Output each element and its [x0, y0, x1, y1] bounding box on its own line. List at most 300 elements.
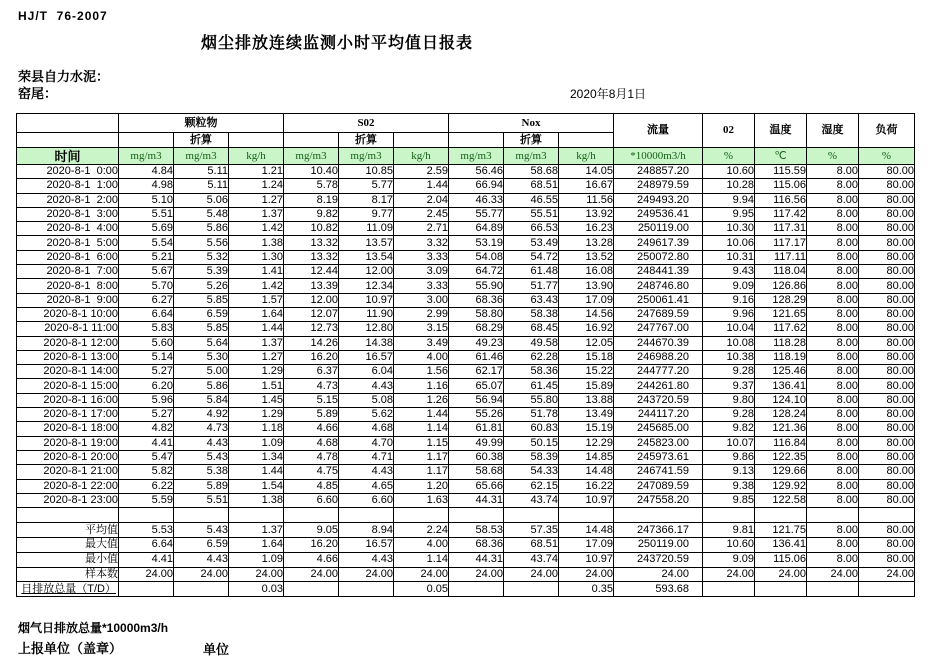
value-cell: 6.60	[284, 493, 339, 507]
value-cell: 3.15	[394, 322, 449, 336]
value-cell: 43.74	[504, 552, 559, 567]
value-cell: 1.38	[229, 493, 284, 507]
blank-cell	[229, 508, 284, 523]
value-cell: 5.83	[119, 322, 174, 336]
value-cell: 4.41	[119, 552, 174, 567]
value-cell: 10.85	[339, 165, 394, 179]
value-cell	[449, 582, 504, 597]
time-cell: 2020-8-1 10:00	[17, 307, 119, 321]
value-cell: 16.92	[559, 322, 614, 336]
value-cell: 80.00	[859, 450, 915, 464]
value-cell: 4.73	[284, 379, 339, 393]
value-cell: 250119.00	[614, 222, 703, 236]
value-cell: 246741.59	[614, 465, 703, 479]
blank-cell	[17, 133, 119, 148]
table-row	[17, 193, 915, 207]
value-cell: 10.28	[703, 179, 755, 193]
value-cell: 14.48	[559, 465, 614, 479]
value-cell: 1.51	[229, 379, 284, 393]
value-cell: 24.00	[284, 567, 339, 582]
unit-cell: mg/m3	[339, 148, 394, 165]
value-cell: 5.54	[119, 236, 174, 250]
value-cell: 117.42	[755, 207, 807, 221]
value-cell: 124.10	[755, 393, 807, 407]
value-cell: 80.00	[859, 336, 915, 350]
table-row	[17, 179, 915, 193]
value-cell: 11.56	[559, 193, 614, 207]
value-cell: 116.56	[755, 193, 807, 207]
value-cell: 8.00	[807, 250, 859, 264]
value-cell: 56.46	[449, 165, 504, 179]
value-cell: 24.00	[119, 567, 174, 582]
unit-cell: kg/h	[394, 148, 449, 165]
value-cell: 6.64	[119, 307, 174, 321]
value-cell: 125.46	[755, 365, 807, 379]
blank-cell	[119, 508, 174, 523]
table-row	[17, 279, 915, 293]
value-cell: 1.63	[394, 493, 449, 507]
table-row	[17, 493, 915, 507]
value-cell: 1.64	[229, 537, 284, 552]
value-cell: 61.48	[504, 265, 559, 279]
value-cell: 122.58	[755, 493, 807, 507]
value-cell: 16.23	[559, 222, 614, 236]
value-cell: 247767.00	[614, 322, 703, 336]
summary-row	[17, 523, 915, 538]
value-cell: 17.09	[559, 537, 614, 552]
value-cell: 68.51	[504, 537, 559, 552]
value-cell: 1.18	[229, 422, 284, 436]
value-cell: 16.57	[339, 537, 394, 552]
value-cell: 15.18	[559, 350, 614, 364]
unit-cell: mg/m3	[504, 148, 559, 165]
value-cell: 8.00	[807, 379, 859, 393]
value-cell: 4.43	[339, 465, 394, 479]
value-cell: 10.97	[559, 493, 614, 507]
value-cell: 5.89	[284, 408, 339, 422]
monitor-location: 窑尾：	[18, 86, 58, 101]
value-cell: 80.00	[859, 365, 915, 379]
value-cell: 5.26	[174, 279, 229, 293]
value-cell: 80.00	[859, 279, 915, 293]
table-row	[17, 422, 915, 436]
value-cell: 65.66	[449, 479, 504, 493]
value-cell: 80.00	[859, 436, 915, 450]
value-cell: 9.37	[703, 379, 755, 393]
value-cell: 13.92	[559, 207, 614, 221]
value-cell: 24.00	[449, 567, 504, 582]
value-cell: 8.00	[807, 465, 859, 479]
time-cell: 2020-8-1 7:00	[17, 265, 119, 279]
value-cell: 126.86	[755, 279, 807, 293]
value-cell: 1.16	[394, 379, 449, 393]
value-cell: 593.68	[614, 582, 703, 597]
subheader-converted-pm: 折算	[174, 133, 229, 148]
value-cell: 61.45	[504, 379, 559, 393]
value-cell: 9.09	[703, 279, 755, 293]
header-row-groups	[17, 114, 915, 133]
value-cell: 5.69	[119, 222, 174, 236]
value-cell: 12.34	[339, 279, 394, 293]
value-cell: 5.70	[119, 279, 174, 293]
value-cell: 10.06	[703, 236, 755, 250]
value-cell: 8.00	[807, 408, 859, 422]
value-cell: 1.34	[229, 450, 284, 464]
value-cell: 66.94	[449, 179, 504, 193]
value-cell: 5.89	[174, 479, 229, 493]
value-cell: 2.71	[394, 222, 449, 236]
value-cell: 115.59	[755, 165, 807, 179]
value-cell: 64.72	[449, 265, 504, 279]
value-cell: 5.48	[174, 207, 229, 221]
value-cell: 4.92	[174, 408, 229, 422]
value-cell: 13.90	[559, 279, 614, 293]
value-cell: 118.19	[755, 350, 807, 364]
value-cell: 4.41	[119, 436, 174, 450]
value-cell: 6.64	[119, 537, 174, 552]
value-cell: 247689.59	[614, 307, 703, 321]
value-cell: 6.22	[119, 479, 174, 493]
time-cell: 2020-8-1 1:00	[17, 179, 119, 193]
value-cell: 80.00	[859, 479, 915, 493]
value-cell: 8.00	[807, 265, 859, 279]
value-cell: 0.35	[559, 582, 614, 597]
value-cell: 13.39	[284, 279, 339, 293]
table-row	[17, 479, 915, 493]
value-cell: 16.67	[559, 179, 614, 193]
value-cell: 245973.61	[614, 450, 703, 464]
value-cell: 9.86	[703, 450, 755, 464]
value-cell: 4.82	[119, 422, 174, 436]
value-cell: 8.00	[807, 307, 859, 321]
value-cell: 129.66	[755, 465, 807, 479]
blank-cell	[17, 508, 119, 523]
value-cell: 58.80	[449, 307, 504, 321]
blank-cell	[284, 133, 339, 148]
report-table	[16, 113, 915, 597]
value-cell: 46.55	[504, 193, 559, 207]
unit-cell: mg/m3	[449, 148, 504, 165]
value-cell: 4.98	[119, 179, 174, 193]
value-cell: 80.00	[859, 552, 915, 567]
value-cell: 8.19	[284, 193, 339, 207]
value-cell	[504, 582, 559, 597]
value-cell: 115.06	[755, 552, 807, 567]
value-cell: 5.60	[119, 336, 174, 350]
value-cell: 10.38	[703, 350, 755, 364]
value-cell: 24.00	[755, 567, 807, 582]
value-cell: 244670.39	[614, 336, 703, 350]
value-cell: 51.78	[504, 408, 559, 422]
value-cell: 64.89	[449, 222, 504, 236]
value-cell: 9.77	[339, 207, 394, 221]
subheader-converted-so2: 折算	[339, 133, 394, 148]
value-cell: 250119.00	[614, 537, 703, 552]
value-cell: 1.38	[229, 236, 284, 250]
table-row	[17, 307, 915, 321]
value-cell: 121.36	[755, 422, 807, 436]
value-cell	[807, 582, 859, 597]
value-cell: 80.00	[859, 250, 915, 264]
value-cell: 80.00	[859, 165, 915, 179]
value-cell: 24.00	[807, 567, 859, 582]
value-cell	[859, 582, 915, 597]
value-cell: 8.00	[807, 436, 859, 450]
value-cell: 80.00	[859, 236, 915, 250]
value-cell: 51.77	[504, 279, 559, 293]
value-cell: 12.44	[284, 265, 339, 279]
value-cell: 8.00	[807, 179, 859, 193]
value-cell: 49.99	[449, 436, 504, 450]
value-cell: 1.21	[229, 165, 284, 179]
value-cell: 68.51	[504, 179, 559, 193]
value-cell: 62.17	[449, 365, 504, 379]
blank-cell	[614, 508, 703, 523]
value-cell: 24.00	[229, 567, 284, 582]
value-cell: 12.00	[339, 265, 394, 279]
value-cell	[284, 582, 339, 597]
value-cell: 8.00	[807, 236, 859, 250]
value-cell: 117.11	[755, 250, 807, 264]
value-cell: 4.75	[284, 465, 339, 479]
value-cell: 1.27	[229, 350, 284, 364]
value-cell: 16.20	[284, 350, 339, 364]
value-cell: 10.04	[703, 322, 755, 336]
value-cell: 16.20	[284, 537, 339, 552]
time-cell: 2020-8-1 18:00	[17, 422, 119, 436]
value-cell: 10.07	[703, 436, 755, 450]
value-cell: 5.00	[174, 365, 229, 379]
table-row	[17, 322, 915, 336]
value-cell: 5.06	[174, 193, 229, 207]
value-cell: 4.68	[284, 436, 339, 450]
value-cell: 1.24	[229, 179, 284, 193]
value-cell: 80.00	[859, 408, 915, 422]
value-cell: 5.27	[119, 408, 174, 422]
value-cell: 9.09	[703, 552, 755, 567]
value-cell: 9.82	[703, 422, 755, 436]
unit-cell: %	[703, 148, 755, 165]
value-cell: 55.90	[449, 279, 504, 293]
unit-cell: mg/m3	[119, 148, 174, 165]
value-cell: 13.49	[559, 408, 614, 422]
value-cell: 5.51	[174, 493, 229, 507]
value-cell: 247089.59	[614, 479, 703, 493]
value-cell: 136.41	[755, 537, 807, 552]
value-cell: 8.00	[807, 207, 859, 221]
value-cell: 24.00	[339, 567, 394, 582]
time-cell: 2020-8-1 19:00	[17, 436, 119, 450]
value-cell: 8.00	[807, 393, 859, 407]
summary-label-cell: 样本数	[17, 567, 119, 582]
value-cell: 80.00	[859, 207, 915, 221]
corner-blank-cell	[17, 114, 119, 133]
value-cell	[174, 582, 229, 597]
value-cell: 49.23	[449, 336, 504, 350]
summary-label-cell	[17, 582, 119, 597]
value-cell: 58.68	[504, 165, 559, 179]
value-cell: 248857.20	[614, 165, 703, 179]
table-row	[17, 236, 915, 250]
value-cell: 9.82	[284, 207, 339, 221]
value-cell: 6.59	[174, 307, 229, 321]
value-cell: 8.00	[807, 422, 859, 436]
value-cell: 121.75	[755, 523, 807, 538]
unit-cell: *10000m3/h	[614, 148, 703, 165]
value-cell: 3.00	[394, 293, 449, 307]
value-cell: 58.38	[504, 307, 559, 321]
table-body	[17, 165, 915, 597]
value-cell: 9.28	[703, 365, 755, 379]
value-cell: 24.00	[559, 567, 614, 582]
value-cell: 8.94	[339, 523, 394, 538]
value-cell: 46.33	[449, 193, 504, 207]
value-cell: 3.32	[394, 236, 449, 250]
blank-cell	[559, 508, 614, 523]
blank-cell	[229, 133, 284, 148]
value-cell: 13.54	[339, 250, 394, 264]
value-cell: 8.00	[807, 322, 859, 336]
value-cell: 11.09	[339, 222, 394, 236]
daily-total-label: 日排放总量（T/D）	[21, 583, 116, 596]
value-cell: 1.14	[394, 552, 449, 567]
value-cell: 249536.41	[614, 207, 703, 221]
value-cell: 1.14	[394, 422, 449, 436]
value-cell: 15.89	[559, 379, 614, 393]
blank-cell	[449, 508, 504, 523]
value-cell: 244117.20	[614, 408, 703, 422]
summary-row	[17, 552, 915, 567]
value-cell: 248979.59	[614, 179, 703, 193]
value-cell: 24.00	[859, 567, 915, 582]
value-cell: 116.84	[755, 436, 807, 450]
value-cell: 9.05	[284, 523, 339, 538]
time-cell: 2020-8-1 0:00	[17, 165, 119, 179]
value-cell: 1.42	[229, 279, 284, 293]
value-cell: 14.48	[559, 523, 614, 538]
value-cell: 55.80	[504, 393, 559, 407]
value-cell: 5.64	[174, 336, 229, 350]
blank-cell	[807, 508, 859, 523]
value-cell: 13.52	[559, 250, 614, 264]
value-cell: 8.00	[807, 493, 859, 507]
value-cell: 245823.00	[614, 436, 703, 450]
value-cell: 11.90	[339, 307, 394, 321]
value-cell: 5.82	[119, 465, 174, 479]
value-cell: 68.45	[504, 322, 559, 336]
value-cell: 13.88	[559, 393, 614, 407]
table-row	[17, 465, 915, 479]
value-cell: 5.47	[119, 450, 174, 464]
value-cell: 4.43	[174, 436, 229, 450]
value-cell: 4.66	[284, 422, 339, 436]
blank-cell	[703, 508, 755, 523]
value-cell: 5.08	[339, 393, 394, 407]
value-cell: 16.08	[559, 265, 614, 279]
unit-label: 单位	[203, 642, 230, 657]
summary-label-cell: 最大值	[17, 537, 119, 552]
time-cell: 2020-8-1 6:00	[17, 250, 119, 264]
value-cell: 63.43	[504, 293, 559, 307]
value-cell: 58.68	[449, 465, 504, 479]
value-cell: 121.65	[755, 307, 807, 321]
value-cell: 12.80	[339, 322, 394, 336]
value-cell: 8.00	[807, 537, 859, 552]
unit-cell: mg/m3	[284, 148, 339, 165]
value-cell: 13.28	[559, 236, 614, 250]
value-cell: 53.19	[449, 236, 504, 250]
header-load: 负荷	[859, 114, 915, 148]
value-cell: 247558.20	[614, 493, 703, 507]
value-cell: 8.00	[807, 279, 859, 293]
time-cell: 2020-8-1 8:00	[17, 279, 119, 293]
value-cell: 68.36	[449, 293, 504, 307]
value-cell: 80.00	[859, 523, 915, 538]
time-cell: 2020-8-1 21:00	[17, 465, 119, 479]
value-cell: 10.30	[703, 222, 755, 236]
value-cell: 5.27	[119, 365, 174, 379]
value-cell: 2.24	[394, 523, 449, 538]
time-cell: 2020-8-1 14:00	[17, 365, 119, 379]
value-cell: 4.73	[174, 422, 229, 436]
time-column-header: 时间	[17, 148, 119, 165]
time-cell: 2020-8-1 9:00	[17, 293, 119, 307]
value-cell: 1.54	[229, 479, 284, 493]
value-cell: 56.94	[449, 393, 504, 407]
value-cell: 5.85	[174, 322, 229, 336]
value-cell: 1.44	[229, 322, 284, 336]
table-row	[17, 436, 915, 450]
value-cell: 50.15	[504, 436, 559, 450]
value-cell: 9.16	[703, 293, 755, 307]
time-cell: 2020-8-1 16:00	[17, 393, 119, 407]
value-cell: 5.84	[174, 393, 229, 407]
value-cell: 15.22	[559, 365, 614, 379]
value-cell: 12.05	[559, 336, 614, 350]
value-cell: 62.28	[504, 350, 559, 364]
unit-cell: ℃	[755, 148, 807, 165]
blank-cell	[504, 508, 559, 523]
value-cell: 14.85	[559, 450, 614, 464]
value-cell: 1.44	[394, 408, 449, 422]
value-cell: 2.99	[394, 307, 449, 321]
value-cell: 9.85	[703, 493, 755, 507]
value-cell: 1.20	[394, 479, 449, 493]
table-row	[17, 393, 915, 407]
value-cell: 9.95	[703, 207, 755, 221]
table-row	[17, 408, 915, 422]
value-cell: 5.39	[174, 265, 229, 279]
value-cell: 80.00	[859, 307, 915, 321]
value-cell: 3.09	[394, 265, 449, 279]
value-cell: 44.31	[449, 493, 504, 507]
value-cell: 1.64	[229, 307, 284, 321]
report-date: 2020年8月1日	[570, 87, 647, 101]
value-cell: 68.29	[449, 322, 504, 336]
value-cell: 5.14	[119, 350, 174, 364]
value-cell: 4.85	[284, 479, 339, 493]
value-cell: 8.00	[807, 479, 859, 493]
value-cell: 9.28	[703, 408, 755, 422]
header-flow: 流量	[614, 114, 703, 148]
value-cell: 1.41	[229, 265, 284, 279]
value-cell: 80.00	[859, 493, 915, 507]
time-cell: 2020-8-1 20:00	[17, 450, 119, 464]
value-cell: 14.38	[339, 336, 394, 350]
time-cell: 2020-8-1 13:00	[17, 350, 119, 364]
time-cell: 2020-8-1 11:00	[17, 322, 119, 336]
spacer-row	[17, 508, 915, 523]
